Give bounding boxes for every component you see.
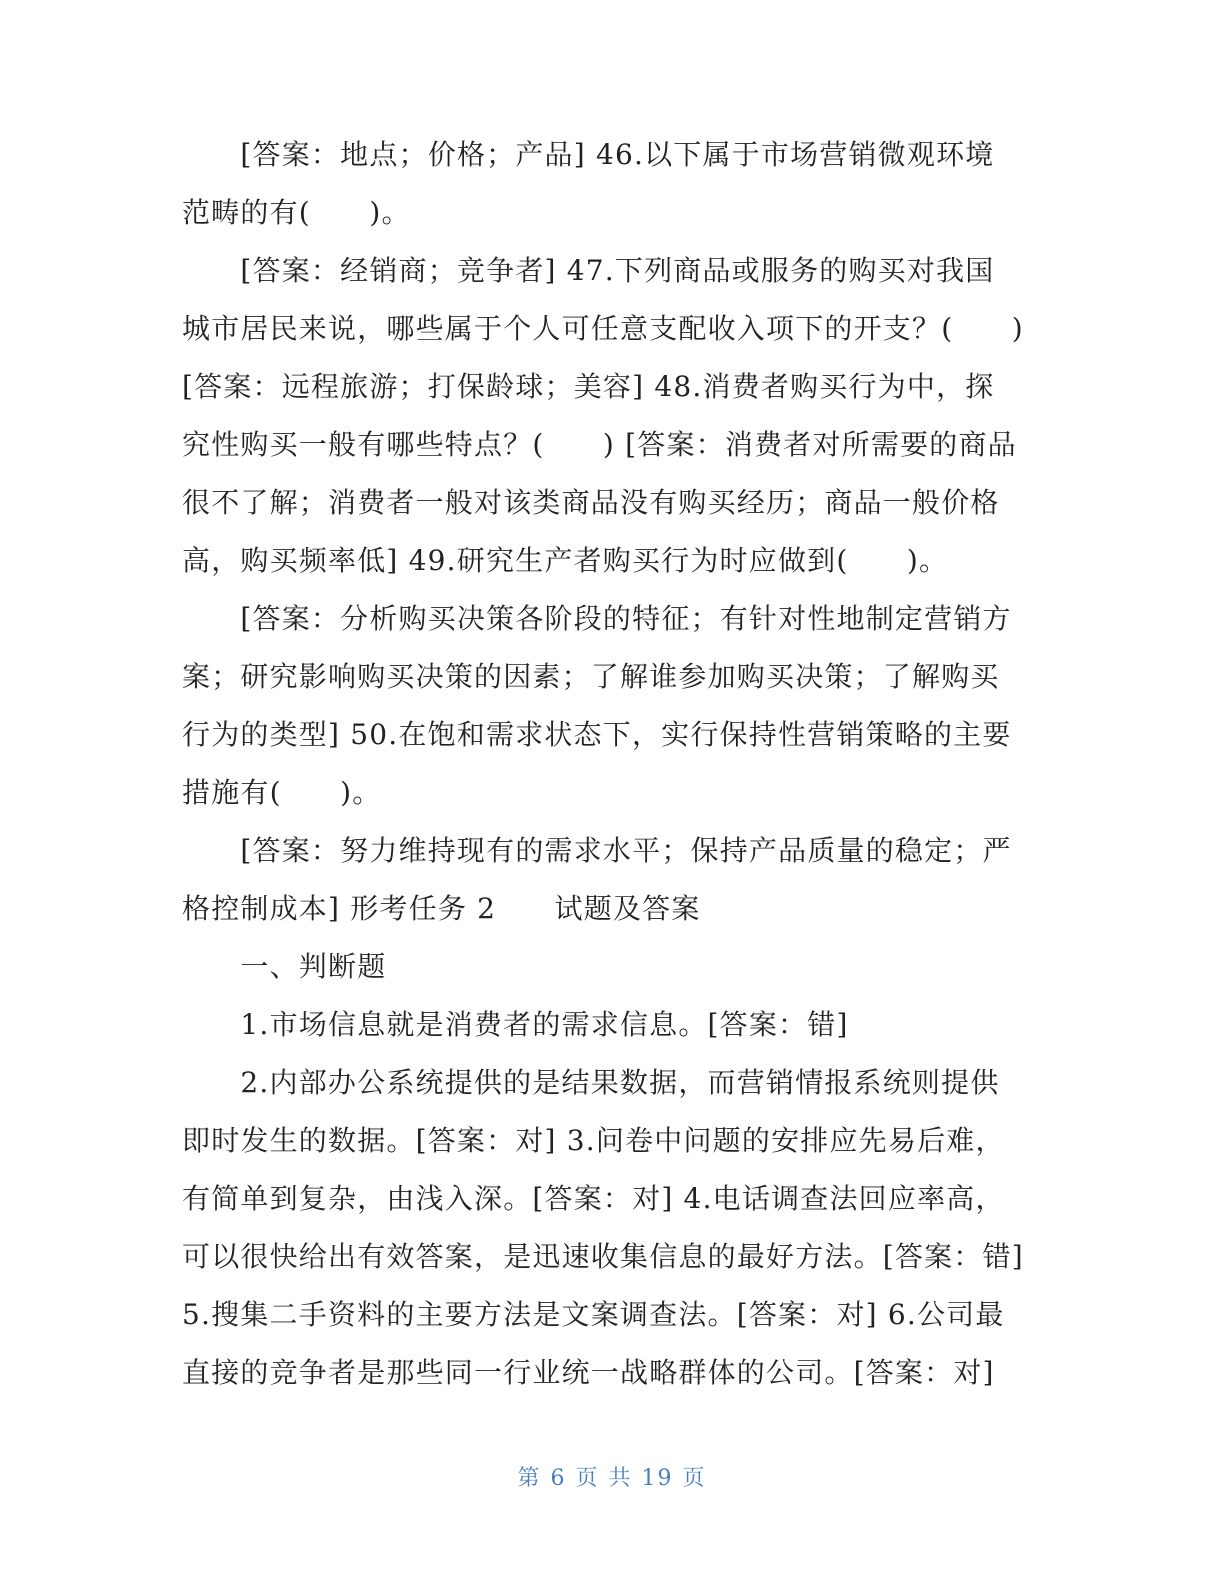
text-line: 5.搜集二手资料的主要方法是文案调查法。[答案：对] 6.公司最	[182, 1298, 1005, 1331]
text-line: 行为的类型] 50.在饱和需求状态下，实行保持性营销策略的主要	[182, 718, 1012, 751]
text-line: [答案：地点；价格；产品] 46.以下属于市场营销微观环境	[182, 138, 995, 171]
text-line: 直接的竞争者是那些同一行业统一战略群体的公司。[答案：对]	[182, 1356, 995, 1389]
section-heading: 一、判断题	[182, 950, 387, 983]
text-line: 格控制成本] 形考任务 2 试题及答案	[182, 892, 701, 925]
text-line: [答案：远程旅游；打保龄球；美容] 48.消费者购买行为中，探	[182, 370, 995, 403]
page-number-footer: 第 6 页 共 19 页	[517, 1466, 707, 1491]
text-line: [答案：分析购买决策各阶段的特征；有针对性地制定营销方	[182, 602, 1012, 635]
text-line: 可以很快给出有效答案，是迅速收集信息的最好方法。[答案：错]	[182, 1240, 1024, 1273]
text-line: 范畴的有( )。	[182, 196, 411, 229]
text-line: 高，购买频率低] 49.研究生产者购买行为时应做到( )。	[182, 544, 949, 577]
text-line: 有简单到复杂，由浅入深。[答案：对] 4.电话调查法回应率高，	[182, 1182, 1005, 1215]
text-line: [答案：努力维持现有的需求水平；保持产品质量的稳定；严	[182, 834, 1012, 867]
text-line: 城市居民来说，哪些属于个人可任意支配收入项下的开支？( )	[182, 312, 1024, 345]
text-line: 措施有( )。	[182, 776, 382, 809]
text-line: [答案：经销商；竞争者] 47.下列商品或服务的购买对我国	[182, 254, 995, 287]
text-line: 案；研究影响购买决策的因素；了解谁参加购买决策；了解购买	[182, 660, 1000, 693]
text-line: 即时发生的数据。[答案：对] 3.问卷中问题的安排应先易后难，	[182, 1124, 1005, 1157]
text-line: 究性购买一般有哪些特点？( ) [答案：消费者对所需要的商品	[182, 428, 1017, 461]
text-line: 2.内部办公系统提供的是结果数据，而营销情报系统则提供	[182, 1066, 1000, 1099]
text-line: 很不了解；消费者一般对该类商品没有购买经历；商品一般价格	[182, 486, 1000, 519]
text-line: 1.市场信息就是消费者的需求信息。[答案：错]	[182, 1008, 849, 1041]
